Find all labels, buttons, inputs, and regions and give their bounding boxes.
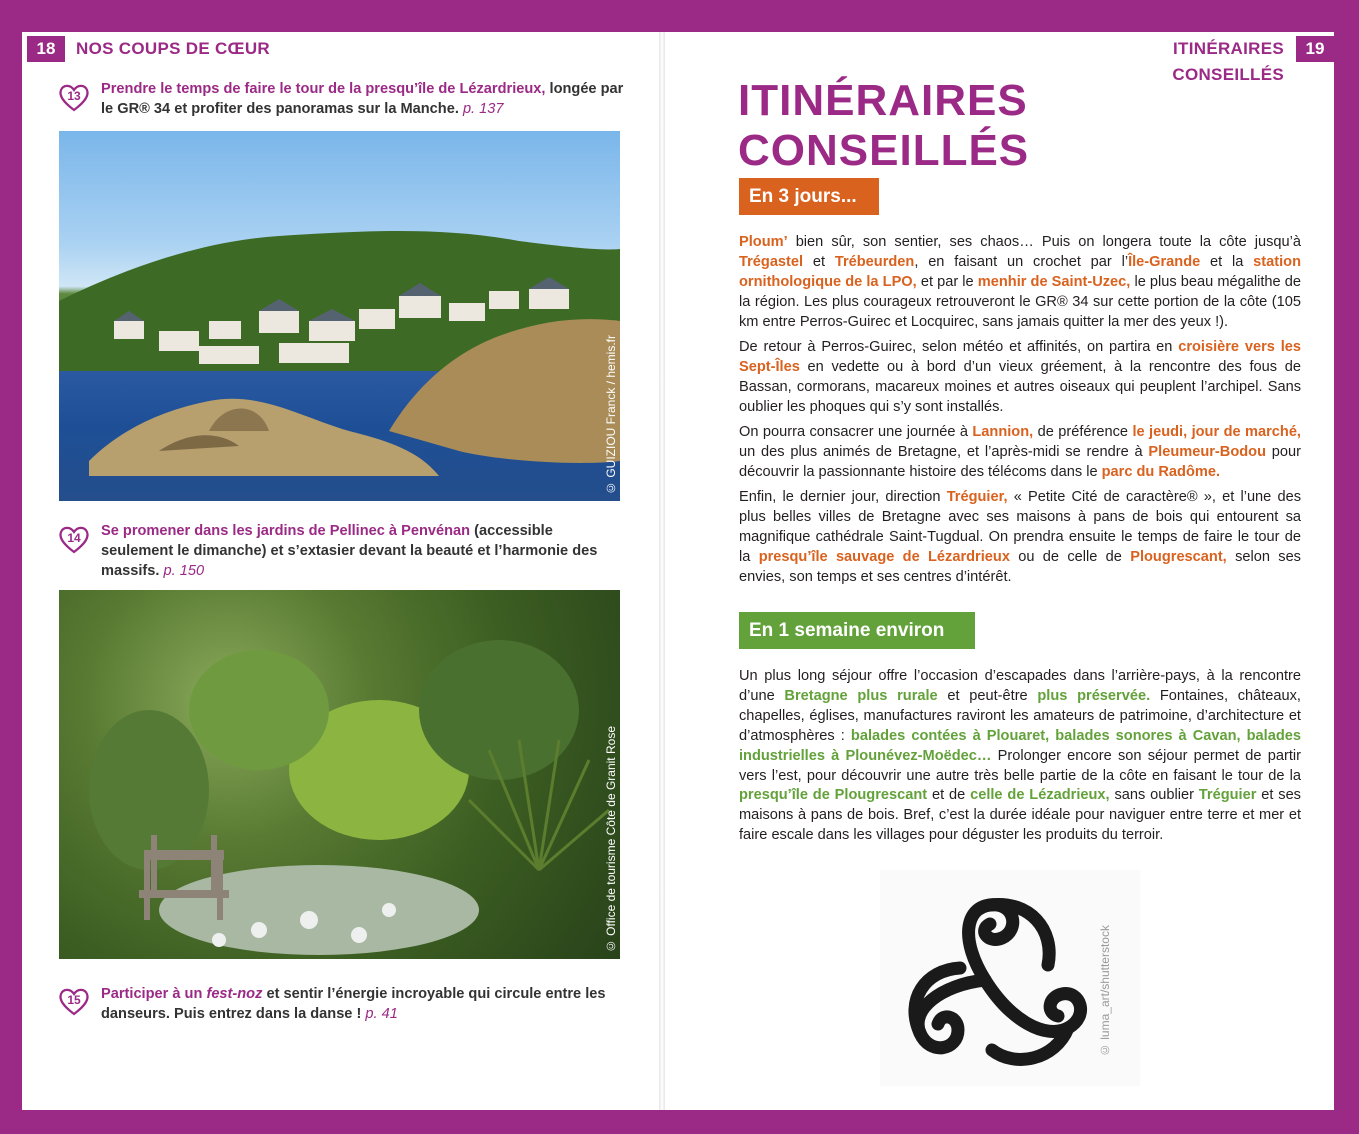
right-running-head: ITINÉRAIRES CONSEILLÉS bbox=[1172, 39, 1284, 84]
heart-number-icon bbox=[58, 987, 90, 1017]
section-badge-3-days: En 3 jours... bbox=[739, 178, 879, 215]
paragraph-3-days-3: On pourra consacrer une journée à Lannion, de préférence le jeudi, jour de marché, un des plus animés de Bretagne, et l’après-midi se rendre à Pleumeur-Bodou pour découvrir la passionnante histoire des télécoms dans le parc du Radôme. bbox=[739, 424, 1301, 480]
left-folio: 18 bbox=[27, 36, 65, 62]
page-reference[interactable]: p. 137 bbox=[462, 101, 504, 117]
photo-pellinec-garden bbox=[59, 590, 620, 959]
heart-number: 14 bbox=[67, 531, 81, 545]
item-text: longée par le GR® 34 et profiter des panoramas sur la Manche. bbox=[101, 81, 624, 117]
coup-de-coeur-14 bbox=[101, 521, 626, 581]
photo-credit: © Office de tourisme Côte de Granit Rose bbox=[604, 725, 618, 953]
heart-number-icon bbox=[58, 83, 90, 113]
paragraph-3-days-1: Ploum’ bien sûr, son sentier, ses chaos… Puis on longera toute la côte jusqu’à Trégastel et Trébeurden, en faisant un crochet par l’Île-Grande et la station ornithologique de la LPO, et par le menhir de Saint-Uzec, le plus beau mégalithe de la région. Les plus courageux retrouveront le GR® 34 sur cette portion de la côte (105 km entre Perros-Guirec et Locquirec, sans jamais quitter la mer des yeux !). bbox=[739, 234, 1302, 330]
photo-lezardrieux-coast bbox=[59, 131, 620, 501]
left-running-head: NOS COUPS DE CŒUR bbox=[76, 39, 271, 58]
page-gutter bbox=[659, 32, 665, 1110]
coup-de-coeur-15 bbox=[101, 984, 626, 1024]
page-title: ITINÉRAIRES CONSEILLÉS bbox=[738, 76, 1030, 175]
paragraph-3-days-2: De retour à Perros-Guirec, selon météo et affinités, on partira en croisière vers les Sept-Îles en vedette ou à bord d’un vieux gréement, à la rencontre des fous de Bassan, cormorans, macareux moines et autres oiseaux qui peuplent l’archipel. Sans oublier les phoques qui s’y sont installés. bbox=[739, 339, 1301, 415]
heart-number: 13 bbox=[67, 89, 81, 103]
photo-credit: © GUIZIOU Franck / hemis.fr bbox=[604, 334, 618, 495]
heart-number-icon bbox=[58, 525, 90, 555]
section-badge-1-week: En 1 semaine environ bbox=[739, 612, 975, 649]
page-reference[interactable]: p. 150 bbox=[163, 563, 205, 579]
illustration-credit: © luma_art/shutterstock bbox=[1098, 925, 1112, 1058]
item-highlight: Se promener dans les jardins de Pellinec à Penvénan bbox=[101, 523, 471, 539]
heart-number: 15 bbox=[67, 993, 81, 1007]
coup-de-coeur-13 bbox=[101, 79, 626, 119]
paragraph-1-week: Un plus long séjour offre l’occasion d’escapades dans l’arrière-pays, à la rencontre d’une Bretagne plus rurale et peut-être plus préservée. Fontaines, châteaux, chapelles, églises, manufactures raviront les amateurs de patrimoine, d’architecture et d’atmosphères : balades contées à Plouaret, balades sonores à Cavan, balades industrielles à Plounévez-Moëdec… Prolonger encore son séjour permet de partir vers l’est, pour découvrir une autre très belle partie de la côte en faisant le tour de la presqu’île de Plougrescant et de celle de Lézadrieux, sans oublier Tréguier et ses maisons à pans de bois. Bref, c’est la durée idéale pour naviguer entre terre et mer et faire escale dans les villages pour déguster les produits du terroir. bbox=[739, 668, 1301, 844]
item-highlight: Prendre le temps de faire le tour de la presqu’île de Lézardrieux, bbox=[101, 81, 546, 97]
item-highlight-emphasis: fest-noz bbox=[206, 986, 263, 1002]
page-reference[interactable]: p. 41 bbox=[365, 1006, 398, 1022]
item-highlight: Participer à un bbox=[101, 986, 203, 1002]
item-text: et sentir l’énergie incroyable qui circule entre les danseurs. Puis entrez dans la danse ! bbox=[101, 986, 606, 1022]
right-folio: 19 bbox=[1296, 36, 1334, 62]
item-text: (accessible seulement le dimanche) et s’extasier devant la beauté et l’harmonie des massifs. bbox=[101, 523, 598, 579]
paragraph-3-days-4: Enfin, le dernier jour, direction Tréguier, « Petite Cité de caractère® », et l’une des plus belles villes de Bretagne avec ses maisons à pans de bois qui entourent sa magnifique cathédrale Saint-Tugdual. On prendra ensuite le temps de faire le tour de la presqu’île sauvage de Lézardrieux ou de celle de Plougrescant, selon ses envies, son temps et ses centres d’intérêt. bbox=[739, 489, 1301, 585]
